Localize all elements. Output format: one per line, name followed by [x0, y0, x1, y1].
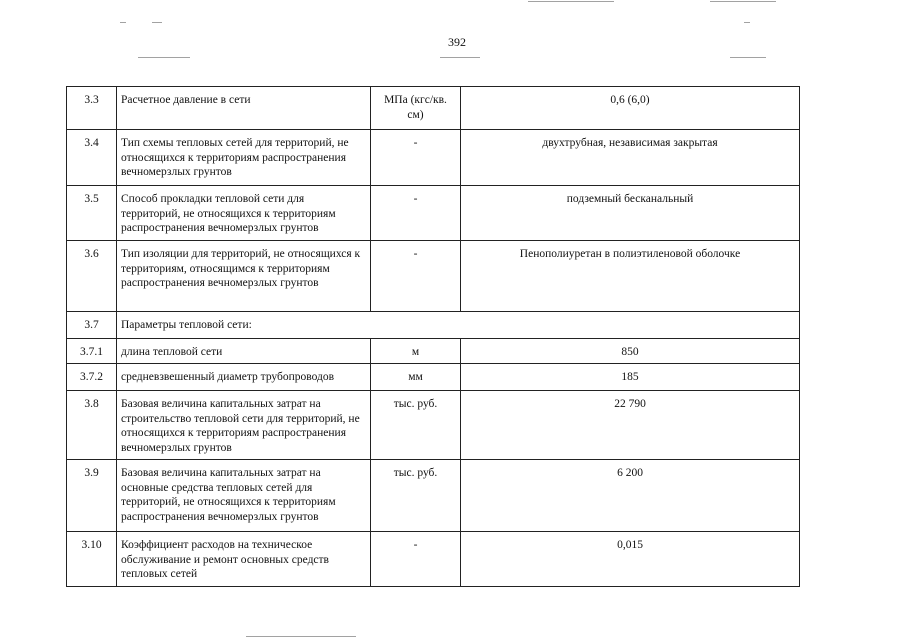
row-unit: -	[371, 130, 461, 186]
scan-artifact	[152, 22, 162, 23]
row-value: 6 200	[461, 460, 800, 532]
row-value: 0,6 (6,0)	[461, 87, 800, 130]
scan-artifact	[138, 57, 190, 58]
row-value: 22 790	[461, 391, 800, 460]
row-unit: -	[371, 532, 461, 587]
row-value: Пенополиуретан в полиэтиленовой оболочке	[461, 241, 800, 312]
row-number: 3.3	[67, 87, 117, 130]
row-number: 3.7.1	[67, 339, 117, 364]
row-parameter: длина тепловой сети	[117, 339, 371, 364]
table-row	[67, 460, 800, 532]
table-row	[67, 312, 800, 339]
row-parameter: Базовая величина капитальных затрат на строительство тепловой сети для территорий, не относящихся к территориям распространения вечномерзлых грунтов	[117, 391, 371, 460]
row-number: 3.8	[67, 391, 117, 460]
row-parameter: Тип схемы тепловых сетей для территорий, не относящихся к территориям распространения вечномерзлых грунтов	[117, 130, 371, 186]
page-number: 392	[448, 35, 466, 49]
row-parameter: Базовая величина капитальных затрат на основные средства тепловых сетей для территорий, не относящихся к территориям распространения вечномерзлых грунтов	[117, 460, 371, 532]
row-number: 3.7.2	[67, 364, 117, 391]
table-row	[67, 532, 800, 587]
row-value: 850	[461, 339, 800, 364]
scan-artifact	[528, 1, 614, 2]
scan-artifact	[440, 57, 480, 58]
table-row	[67, 391, 800, 460]
row-parameter: средневзвешенный диаметр трубопроводов	[117, 364, 371, 391]
row-parameter: Параметры тепловой сети:	[117, 312, 800, 339]
row-parameter: Способ прокладки тепловой сети для территорий, не относящихся к территориям распространения вечномерзлых грунтов	[117, 186, 371, 241]
row-number: 3.9	[67, 460, 117, 532]
row-value: подземный бесканальный	[461, 186, 800, 241]
parameters-table	[66, 86, 800, 587]
row-number: 3.6	[67, 241, 117, 312]
row-parameter: Тип изоляции для территорий, не относящихся к территориям, относящимся к территориям распространения вечномерзлых грунтов	[117, 241, 371, 312]
row-value: 185	[461, 364, 800, 391]
row-number: 3.7	[67, 312, 117, 339]
scan-artifact	[246, 636, 356, 637]
table-row	[67, 339, 800, 364]
row-parameter: Расчетное давление в сети	[117, 87, 371, 130]
row-parameter: Коэффициент расходов на техническое обслуживание и ремонт основных средств тепловых сетей	[117, 532, 371, 587]
row-value: двухтрубная, независимая закрытая	[461, 130, 800, 186]
table-row	[67, 241, 800, 312]
row-value: 0,015	[461, 532, 800, 587]
row-number: 3.4	[67, 130, 117, 186]
table-row	[67, 186, 800, 241]
row-unit: тыс. руб.	[371, 460, 461, 532]
table-row	[67, 130, 800, 186]
table-row	[67, 364, 800, 391]
scan-artifact	[710, 1, 776, 2]
row-unit: -	[371, 241, 461, 312]
row-unit: м	[371, 339, 461, 364]
row-number: 3.5	[67, 186, 117, 241]
table-row	[67, 87, 800, 130]
scan-artifact	[730, 57, 766, 58]
scan-artifact	[744, 22, 750, 23]
row-unit: тыс. руб.	[371, 391, 461, 460]
row-unit: мм	[371, 364, 461, 391]
row-unit: МПа (кгс/кв. см)	[371, 87, 461, 130]
row-number: 3.10	[67, 532, 117, 587]
scan-artifact	[120, 22, 126, 23]
row-unit: -	[371, 186, 461, 241]
